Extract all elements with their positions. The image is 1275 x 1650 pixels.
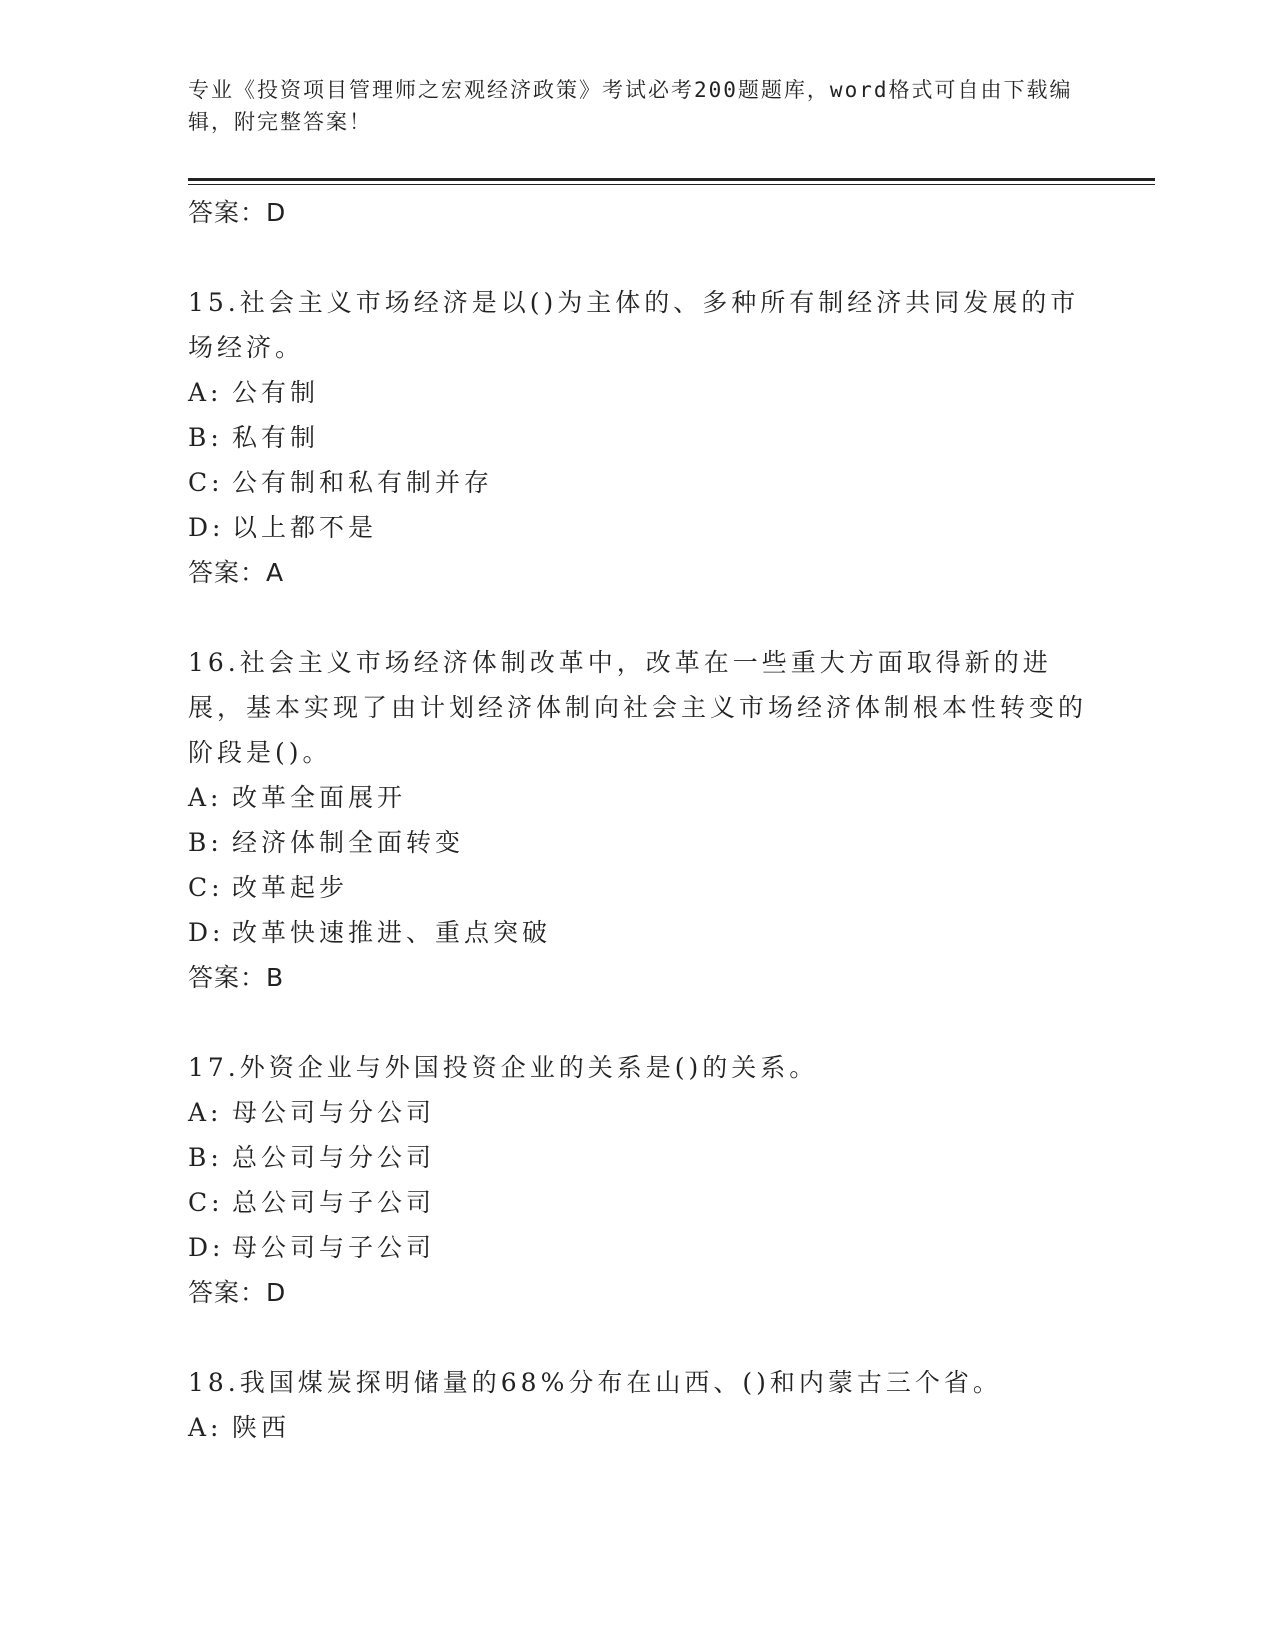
question-18 [188,1360,1088,1450]
option-text: 经济体制全面转变 [232,828,465,857]
option-text: 改革快速推进、重点突破 [232,918,552,947]
option-letter: B: [188,423,223,452]
option-text: 陕西 [232,1413,291,1442]
option-letter: D: [188,1233,225,1262]
option-a [188,1090,1088,1135]
question-stem: 15.社会主义市场经济是以()为主体的、多种所有制经济共同发展的市场经济。 [188,288,1080,362]
option-letter: B: [188,828,223,857]
option-d [188,1225,1088,1270]
question-15 [188,280,1088,596]
option-a [188,1405,1088,1450]
document-body [188,190,1088,1450]
option-letter: A: [188,378,223,407]
answer-line: 答案：A [188,558,285,587]
option-a [188,775,1088,820]
option-b [188,1135,1088,1180]
option-d [188,505,1088,550]
option-b [188,415,1088,460]
answer-line: 答案：D [188,198,287,227]
header-rule-thin [188,184,1155,185]
option-text: 母公司与子公司 [232,1233,436,1262]
option-letter: D: [188,918,225,947]
option-text: 私有制 [232,423,320,452]
option-letter: B: [188,1143,223,1172]
option-letter: C: [188,1188,224,1217]
option-text: 以上都不是 [232,513,378,542]
option-text: 总公司与分公司 [232,1143,436,1172]
option-d [188,910,1088,955]
option-text: 公有制 [232,378,320,407]
document-header: 专业《投资项目管理师之宏观经济政策》考试必考200题题库，word格式可自由下载编辑，附完整答案！ [188,78,1073,134]
option-c [188,1180,1088,1225]
option-text: 母公司与分公司 [232,1098,436,1127]
header-rule-thick [188,178,1155,181]
option-text: 公有制和私有制并存 [232,468,494,497]
question-stem: 16.社会主义市场经济体制改革中，改革在一些重大方面取得新的进展，基本实现了由计划经济体制向社会主义市场经济体制根本性转变的阶段是()。 [188,648,1088,767]
question-stem: 18.我国煤炭探明储量的68%分布在山西、()和内蒙古三个省。 [188,1368,1002,1397]
answer-line: 答案：B [188,963,285,992]
option-letter: D: [188,513,225,542]
answer-line: 答案：D [188,1278,287,1307]
question-16 [188,640,1088,1001]
option-c [188,460,1088,505]
option-letter: C: [188,873,224,902]
option-text: 改革全面展开 [232,783,407,812]
option-text: 改革起步 [232,873,349,902]
option-letter: A: [188,783,223,812]
option-letter: A: [188,1098,223,1127]
option-a [188,370,1088,415]
option-c [188,865,1088,910]
option-text: 总公司与子公司 [232,1188,436,1217]
option-b [188,820,1088,865]
question-17 [188,1045,1088,1316]
option-letter: A: [188,1413,223,1442]
option-letter: C: [188,468,224,497]
question-stem: 17.外资企业与外国投资企业的关系是()的关系。 [188,1053,819,1082]
